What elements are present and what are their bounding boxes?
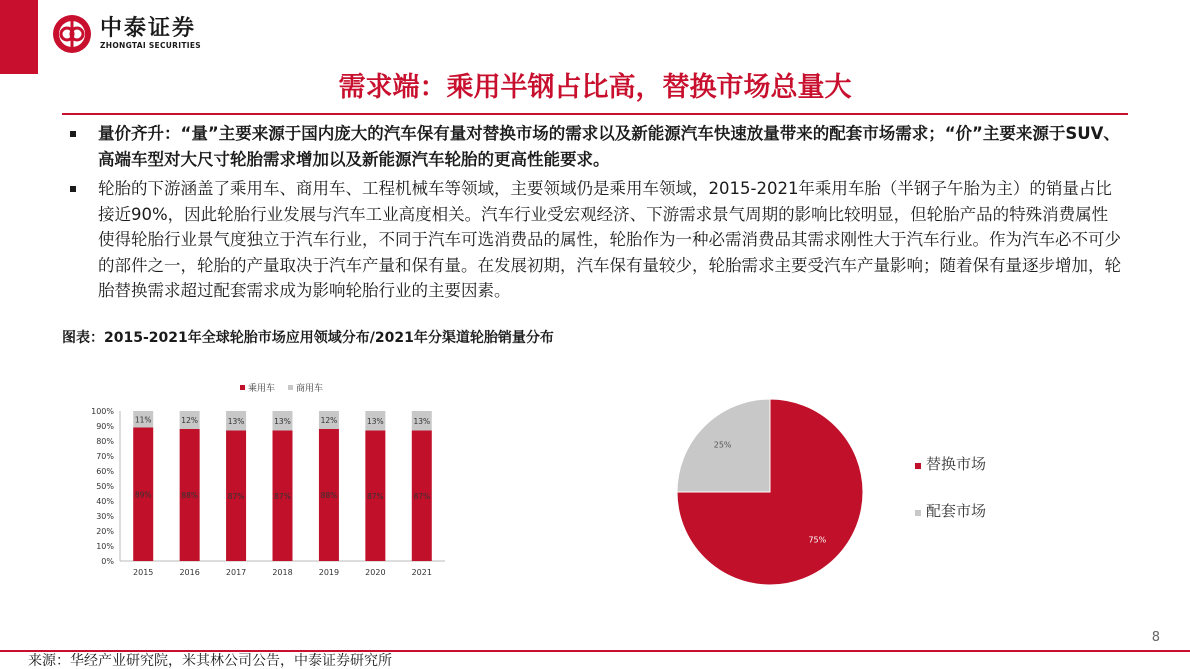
logo-mark-icon [52, 14, 92, 54]
data-label: 87% [227, 491, 245, 501]
title-divider [62, 113, 1128, 115]
y-tick-label: 40% [96, 497, 114, 506]
data-label: 89% [134, 490, 152, 500]
y-tick-label: 20% [96, 527, 114, 536]
data-label: 87% [274, 491, 291, 501]
stacked-bar-chart [90, 378, 460, 583]
company-logo [52, 14, 201, 54]
x-tick-label: 2015 [133, 568, 154, 577]
bullet-item [62, 121, 1122, 172]
header-accent-bar [0, 0, 38, 74]
x-tick-label: 2020 [365, 568, 386, 577]
bullet-text: 轮胎的下游涵盖了乘用车、商用车、工程机械车等领域，主要领域仍是乘用车领域，2015-2021年乘用车胎（半钢子午胎为主）的销量占比接近90%，因此轮胎行业发展与汽车工业高度相关。汽车行业受宏观经济、下游需求景气周期的影响比较明显，但轮胎产品的特殊消费属性使得轮胎行业景气度独立于汽车行业，不同于汽车可选消费品的属性，轮胎作为一种必需消费品其需求刚性大于汽车行业。作为汽车必不可少的部件之一，轮胎的产量取决于汽车产量和保有量。在发展初期，汽车保有量较少，轮胎需求主要受汽车产量影响；随着保有量逐步增加，轮胎替换需求超过配套需求成为影响轮胎行业的主要因素。 [98, 179, 1121, 300]
slide-title: 需求端：乘用半钢占比高，替换市场总量大 [338, 72, 852, 103]
x-tick-label: 2019 [318, 568, 340, 577]
legend-label: 乘用车 [248, 384, 276, 394]
logo-name-en: ZHONGTAI SECURITIES [100, 41, 201, 50]
legend-swatch [240, 385, 245, 390]
data-label: 87% [367, 491, 384, 501]
bullet-text: 量价齐升：“量”主要来源于国内庞大的汽车保有量对替换市场的需求以及新能源汽车快速放量带来的配套市场需求；“价”主要来源于SUV、高端车型对大尺寸轮胎需求增加以及新能源汽车轮胎的更高性能要求。 [98, 124, 1120, 169]
bullet-item [62, 176, 1122, 304]
x-tick-label: 2017 [225, 568, 247, 577]
bullet-list [62, 121, 1122, 308]
data-label: 13% [227, 416, 245, 426]
y-tick-label: 70% [96, 452, 114, 461]
y-tick-label: 80% [96, 437, 114, 446]
legend-swatch [915, 463, 921, 469]
pie-chart [660, 385, 1020, 595]
legend-label: 商用车 [296, 384, 324, 394]
slice-label: 75% [808, 535, 827, 545]
y-tick-label: 50% [96, 482, 114, 491]
x-tick-label: 2021 [411, 568, 432, 577]
y-tick-label: 90% [96, 422, 114, 431]
y-tick-label: 30% [96, 512, 114, 521]
y-tick-label: 100% [91, 407, 114, 416]
data-label: 88% [181, 491, 198, 500]
data-label: 13% [274, 416, 291, 426]
y-tick-label: 0% [101, 557, 114, 566]
logo-name-cn: 中泰证券 [100, 16, 197, 41]
x-tick-label: 2016 [179, 568, 200, 577]
legend-label: 替换市场 [926, 455, 987, 473]
x-tick-label: 2018 [272, 568, 293, 577]
legend-swatch [915, 510, 921, 516]
data-label: 87% [413, 491, 431, 501]
data-label: 88% [320, 491, 338, 500]
data-label: 13% [367, 416, 384, 426]
source-note: 来源：华经产业研究院，米其林公司公告，中泰证券研究所 [28, 653, 392, 669]
footer-divider [0, 650, 1190, 652]
y-tick-label: 10% [96, 542, 114, 551]
legend-swatch [288, 385, 293, 390]
page-number: 8 [1151, 630, 1160, 645]
y-tick-label: 60% [96, 467, 114, 476]
data-label: 13% [413, 416, 431, 426]
data-label: 11% [134, 415, 152, 425]
data-label: 12% [320, 416, 338, 425]
bullet-marker-icon [62, 176, 98, 304]
legend-label: 配套市场 [926, 502, 987, 520]
bullet-marker-icon [62, 121, 98, 172]
data-label: 12% [181, 416, 198, 425]
slice-label: 25% [713, 440, 732, 450]
figure-caption: 图表：2015-2021年全球轮胎市场应用领域分布/2021年分渠道轮胎销量分布 [62, 330, 554, 346]
